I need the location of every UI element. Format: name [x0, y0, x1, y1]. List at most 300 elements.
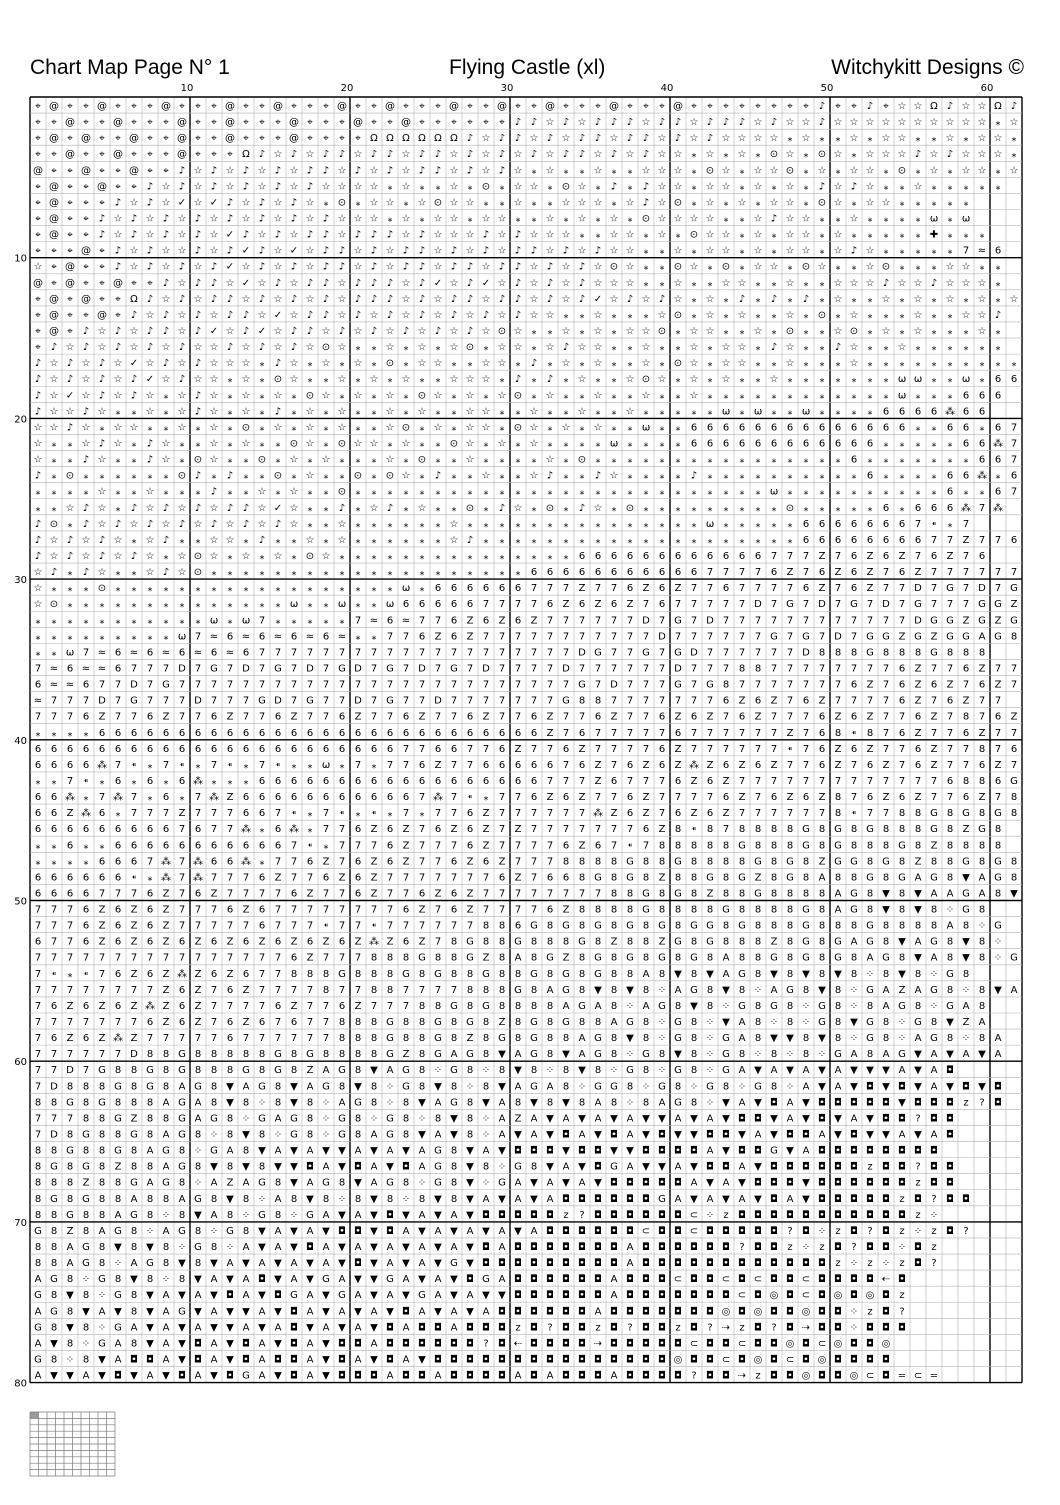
stitch-symbol: ⁎: [420, 808, 425, 819]
stitch-symbol: ⁎: [644, 230, 649, 241]
stitch-symbol: 7: [339, 921, 345, 932]
stitch-symbol: A: [883, 1049, 890, 1060]
stitch-symbol: ♪: [323, 214, 329, 225]
stitch-symbol: ⁎: [180, 615, 185, 626]
stitch-symbol: ⁌: [340, 808, 345, 819]
stitch-symbol: ⊙: [690, 230, 698, 241]
stitch-symbol: G: [626, 1017, 634, 1028]
stitch-symbol: ◘: [722, 1130, 730, 1141]
stitch-symbol: A: [403, 1322, 410, 1333]
stitch-symbol: A: [579, 1130, 586, 1141]
stitch-symbol: G: [834, 824, 842, 835]
stitch-symbol: 6: [979, 406, 985, 417]
stitch-symbol: 8: [707, 856, 713, 867]
stitch-symbol: 7: [531, 583, 537, 594]
stitch-symbol: G: [930, 1033, 938, 1044]
stitch-symbol: ♪: [115, 246, 121, 257]
stitch-symbol: 6: [147, 712, 153, 723]
stitch-symbol: ☆: [306, 422, 315, 433]
stitch-symbol: ◘: [898, 1322, 906, 1333]
stitch-symbol: ⊙: [274, 374, 282, 385]
stitch-symbol: 6: [115, 921, 121, 932]
stitch-symbol: ⁌: [84, 776, 89, 787]
stitch-symbol: 6: [51, 808, 57, 819]
stitch-symbol: ⁎: [724, 455, 729, 466]
stitch-symbol: 8: [403, 1113, 409, 1124]
stitch-symbol: ☆: [754, 181, 763, 192]
stitch-symbol: Ω: [386, 133, 394, 144]
stitch-symbol: z: [899, 1290, 904, 1301]
stitch-symbol: 8: [179, 1178, 185, 1189]
stitch-symbol: ◘: [546, 1306, 554, 1317]
stitch-symbol: ♪: [579, 294, 585, 305]
stitch-symbol: ⁎: [756, 358, 761, 369]
stitch-symbol: Z: [131, 937, 138, 948]
stitch-symbol: G: [162, 1146, 170, 1157]
stitch-symbol: ⁎: [628, 181, 633, 192]
stitch-symbol: ☆: [482, 471, 491, 482]
stitch-symbol: ⁘: [706, 1210, 714, 1221]
stitch-symbol: ⁎: [868, 406, 873, 417]
stitch-symbol: ⁎: [884, 374, 889, 385]
stitch-symbol: ⌖: [531, 101, 537, 112]
stitch-symbol: ◘: [482, 1210, 490, 1221]
stitch-symbol: ⁎: [68, 439, 73, 450]
stitch-symbol: ♪: [323, 165, 329, 176]
stitch-symbol: 7: [179, 888, 185, 899]
stitch-symbol: 7: [339, 647, 345, 658]
stitch-symbol: D: [642, 615, 650, 626]
stitch-symbol: ☆: [338, 406, 347, 417]
stitch-symbol: ⁘: [706, 1017, 714, 1028]
stitch-symbol: 7: [67, 921, 73, 932]
stitch-symbol: ⁎: [948, 326, 953, 337]
stitch-symbol: ⁎: [132, 535, 137, 546]
stitch-symbol: G: [258, 1081, 266, 1092]
stitch-symbol: 7: [515, 840, 521, 851]
stitch-symbol: ♪: [195, 390, 201, 401]
stitch-symbol: A: [883, 1001, 890, 1012]
stitch-symbol: ☆: [114, 535, 123, 546]
stitch-symbol: 7: [883, 776, 889, 787]
stitch-symbol: 8: [51, 1097, 57, 1108]
stitch-symbol: ▼: [146, 1306, 154, 1317]
stitch-symbol: Z: [835, 744, 842, 755]
stitch-symbol: 8: [691, 888, 697, 899]
stitch-symbol: ⁎: [676, 406, 681, 417]
stitch-symbol: ⁎: [388, 487, 393, 498]
stitch-symbol: ⌖: [147, 278, 153, 289]
stitch-symbol: ▼: [658, 1162, 666, 1173]
stitch-symbol: ⌖: [467, 117, 473, 128]
stitch-symbol: ⌖: [67, 133, 73, 144]
stitch-symbol: ▼: [450, 1274, 458, 1285]
stitch-symbol: ⁎: [180, 599, 185, 610]
stitch-symbol: ▼: [850, 1065, 858, 1076]
stitch-symbol: ♪: [483, 246, 489, 257]
stitch-symbol: A: [307, 1371, 314, 1382]
stitch-symbol: 6: [675, 728, 681, 739]
stitch-symbol: 8: [131, 1097, 137, 1108]
stitch-symbol: ◘: [994, 1097, 1002, 1108]
stitch-symbol: A: [67, 1258, 74, 1269]
stitch-symbol: ◘: [834, 1322, 842, 1333]
stitch-symbol: ☆: [546, 246, 555, 257]
stitch-symbol: 7: [419, 985, 425, 996]
stitch-symbol: Z: [979, 792, 986, 803]
stitch-symbol: ☆: [242, 342, 251, 353]
stitch-symbol: ♪: [451, 246, 457, 257]
stitch-symbol: ♪: [515, 310, 521, 321]
stitch-symbol: ☆: [914, 101, 923, 112]
stitch-symbol: 7: [403, 760, 409, 771]
stitch-symbol: A: [771, 985, 778, 996]
stitch-symbol: ☆: [418, 406, 427, 417]
stitch-symbol: ☆: [498, 439, 507, 450]
stitch-symbol: ⁎: [820, 503, 825, 514]
stitch-symbol: ⁎: [548, 519, 553, 530]
stitch-symbol: ⁎: [404, 551, 409, 562]
stitch-symbol: ☆: [610, 294, 619, 305]
stitch-symbol: ⁌: [932, 519, 937, 530]
stitch-symbol: 7: [83, 647, 89, 658]
stitch-symbol: A: [451, 1242, 458, 1253]
stitch-symbol: ♪: [563, 149, 569, 160]
stitch-symbol: 8: [227, 1130, 233, 1141]
stitch-symbol: 8: [259, 1162, 265, 1173]
stitch-symbol: ⁎: [292, 471, 297, 482]
stitch-symbol: 6: [179, 728, 185, 739]
stitch-symbol: ⁎: [708, 262, 713, 273]
stitch-symbol: 7: [211, 872, 217, 883]
stitch-symbol: ♪: [995, 310, 1001, 321]
stitch-symbol: 8: [467, 1065, 473, 1076]
stitch-symbol: 7: [707, 728, 713, 739]
stitch-symbol: ☆: [178, 246, 187, 257]
stitch-symbol: 8: [835, 728, 841, 739]
stitch-symbol: ▼: [594, 1130, 602, 1141]
stitch-symbol: 8: [99, 1146, 105, 1157]
stitch-symbol: ⁘: [210, 1226, 218, 1237]
stitch-symbol: ♪: [387, 230, 393, 241]
stitch-symbol: ☆: [450, 181, 459, 192]
stitch-symbol: 7: [323, 1017, 329, 1028]
stitch-symbol: G: [34, 1354, 42, 1365]
stitch-symbol: 7: [755, 567, 761, 578]
stitch-symbol: ⌖: [387, 117, 393, 128]
stitch-symbol: 6: [115, 824, 121, 835]
stitch-symbol: ☆: [434, 310, 443, 321]
stitch-symbol: ⁎: [740, 326, 745, 337]
stitch-symbol: ▼: [290, 1146, 298, 1157]
stitch-symbol: 7: [451, 712, 457, 723]
stitch-symbol: ⁎: [228, 390, 233, 401]
stitch-symbol: 8: [323, 969, 329, 980]
stitch-symbol: 8: [835, 872, 841, 883]
stitch-symbol: ⊂: [738, 1338, 746, 1349]
stitch-symbol: 8: [147, 1097, 153, 1108]
stitch-symbol: Z: [643, 583, 650, 594]
stitch-symbol: 8: [483, 985, 489, 996]
stitch-symbol: ♪: [243, 310, 249, 321]
stitch-symbol: 6: [371, 728, 377, 739]
stitch-symbol: 7: [435, 663, 441, 674]
stitch-symbol: ⁎: [932, 294, 937, 305]
stitch-symbol: 6: [931, 503, 937, 514]
stitch-symbol: 6: [547, 760, 553, 771]
stitch-symbol: A: [435, 1274, 442, 1285]
stitch-symbol: ⁎: [660, 535, 665, 546]
stitch-symbol: ▼: [290, 1226, 298, 1237]
stitch-symbol: 6: [147, 728, 153, 739]
stitch-symbol: ⁌: [468, 792, 473, 803]
stitch-symbol: ◘: [290, 1306, 298, 1317]
stitch-symbol: 6: [355, 744, 361, 755]
stitch-symbol: G: [450, 1097, 458, 1108]
stitch-symbol: ▼: [434, 1306, 442, 1317]
stitch-symbol: ☆: [610, 214, 619, 225]
stitch-symbol: ⁎: [532, 342, 537, 353]
stitch-symbol: ☆: [786, 117, 795, 128]
stitch-symbol: 6: [867, 792, 873, 803]
stitch-symbol: D: [562, 663, 570, 674]
stitch-symbol: ⁂: [209, 791, 219, 803]
stitch-symbol: 7: [115, 1017, 121, 1028]
stitch-symbol: A: [547, 1178, 554, 1189]
stitch-symbol: ☆: [290, 358, 299, 369]
stitch-symbol: ⊙: [354, 471, 362, 482]
stitch-symbol: ⁎: [596, 406, 601, 417]
stitch-symbol: ⌖: [67, 230, 73, 241]
stitch-symbol: 8: [99, 1162, 105, 1173]
stitch-symbol: ♪: [499, 149, 505, 160]
stitch-symbol: ⁘: [818, 1226, 826, 1237]
stitch-symbol: ☆: [274, 197, 283, 208]
stitch-symbol: 6: [531, 712, 537, 723]
stitch-symbol: ⌖: [467, 101, 473, 112]
stitch-symbol: ⊙: [674, 310, 682, 321]
stitch-symbol: 6: [275, 744, 281, 755]
stitch-symbol: ≈: [306, 631, 314, 642]
stitch-symbol: 6: [227, 1017, 233, 1028]
stitch-symbol: ✓: [226, 230, 234, 241]
stitch-symbol: 6: [851, 744, 857, 755]
stitch-symbol: 6: [323, 776, 329, 787]
stitch-symbol: Z: [995, 615, 1002, 626]
stitch-symbol: ♪: [771, 294, 777, 305]
stitch-symbol: 7: [227, 663, 233, 674]
stitch-symbol: ♪: [435, 149, 441, 160]
stitch-symbol: 7: [579, 663, 585, 674]
stitch-symbol: ⁎: [84, 615, 89, 626]
stitch-symbol: ⁘: [850, 1258, 858, 1269]
stitch-symbol: ☆: [370, 374, 379, 385]
stitch-symbol: ☆: [242, 197, 251, 208]
stitch-symbol: 7: [227, 808, 233, 819]
stitch-symbol: 6: [147, 888, 153, 899]
stitch-symbol: ♪: [467, 326, 473, 337]
stitch-symbol: A: [739, 1017, 746, 1028]
stitch-symbol: ◘: [754, 1146, 762, 1157]
stitch-symbol: A: [451, 1322, 458, 1333]
stitch-symbol: ♪: [339, 503, 345, 514]
stitch-symbol: 6: [67, 744, 73, 755]
stitch-symbol: 8: [867, 728, 873, 739]
stitch-symbol: 7: [147, 663, 153, 674]
stitch-symbol: ⊙: [338, 487, 346, 498]
stitch-symbol: ☆: [210, 246, 219, 257]
stitch-symbol: 7: [435, 937, 441, 948]
stitch-symbol: 6: [499, 872, 505, 883]
stitch-symbol: ♪: [611, 181, 617, 192]
stitch-symbol: ◘: [802, 1226, 810, 1237]
stitch-symbol: ☆: [898, 342, 907, 353]
stitch-symbol: A: [307, 1081, 314, 1092]
stitch-symbol: 7: [947, 663, 953, 674]
stitch-symbol: ⁘: [770, 1017, 778, 1028]
stitch-symbol: ◘: [658, 1226, 666, 1237]
stitch-symbol: 6: [195, 728, 201, 739]
stitch-symbol: ☆: [210, 310, 219, 321]
stitch-symbol: Z: [963, 615, 970, 626]
stitch-symbol: 7: [339, 680, 345, 691]
stitch-symbol: 7: [787, 680, 793, 691]
stitch-symbol: ◘: [882, 1194, 890, 1205]
stitch-symbol: ☆: [450, 165, 459, 176]
stitch-symbol: 8: [947, 808, 953, 819]
stitch-symbol: G: [306, 1210, 314, 1221]
stitch-symbol: ⁎: [996, 326, 1001, 337]
stitch-symbol: 6: [435, 824, 441, 835]
stitch-symbol: ⁎: [916, 246, 921, 257]
stitch-symbol: Z: [755, 712, 762, 723]
stitch-symbol: Z: [787, 567, 794, 578]
stitch-symbol: 7: [323, 888, 329, 899]
stitch-symbol: ω: [914, 374, 922, 385]
stitch-symbol: ⁎: [36, 487, 41, 498]
stitch-symbol: ▼: [146, 1322, 154, 1333]
stitch-symbol: ☆: [850, 310, 859, 321]
stitch-symbol: 7: [51, 712, 57, 723]
stitch-symbol: 7: [707, 696, 713, 707]
stitch-symbol: ◘: [850, 1290, 858, 1301]
stitch-symbol: Z: [707, 712, 714, 723]
stitch-symbol: ☆: [626, 406, 635, 417]
stitch-symbol: ⁎: [628, 214, 633, 225]
stitch-symbol: A: [483, 1306, 490, 1317]
stitch-symbol: ⁎: [788, 406, 793, 417]
stitch-symbol: G: [562, 1017, 570, 1028]
stitch-symbol: ⁎: [132, 776, 137, 787]
stitch-symbol: ◘: [866, 1178, 874, 1189]
page-map-legend: [30, 1412, 115, 1476]
stitch-symbol: Z: [659, 824, 666, 835]
stitch-symbol: ♪: [99, 390, 105, 401]
stitch-symbol: A: [515, 1371, 522, 1382]
stitch-symbol: 8: [835, 1001, 841, 1012]
stitch-symbol: ☆: [402, 374, 411, 385]
stitch-symbol: ⁎: [804, 278, 809, 289]
stitch-symbol: G: [594, 953, 602, 964]
stitch-symbol: 8: [611, 1049, 617, 1060]
stitch-symbol: ⁎: [980, 374, 985, 385]
stitch-symbol: Z: [99, 937, 106, 948]
stitch-symbol: G: [866, 1017, 874, 1028]
stitch-symbol: ⌖: [35, 117, 41, 128]
stitch-symbol: @: [273, 101, 283, 112]
stitch-symbol: z: [867, 1258, 872, 1269]
stitch-symbol: ☆: [338, 278, 347, 289]
stitch-symbol: 6: [595, 712, 601, 723]
stitch-symbol: ◘: [594, 1258, 602, 1269]
stitch-symbol: 7: [131, 663, 137, 674]
stitch-symbol: 7: [179, 953, 185, 964]
stitch-symbol: ⊙: [786, 326, 794, 337]
stitch-symbol: ⁂: [97, 759, 107, 771]
stitch-symbol: 6: [131, 856, 137, 867]
stitch-symbol: ?: [707, 1322, 712, 1333]
stitch-symbol: ⇢: [594, 1338, 602, 1349]
stitch-symbol: 7: [307, 872, 313, 883]
stitch-symbol: A: [227, 1146, 234, 1157]
stitch-symbol: ⁎: [244, 487, 249, 498]
stitch-symbol: ⁎: [516, 471, 521, 482]
stitch-symbol: ▼: [162, 1371, 170, 1382]
stitch-symbol: ♪: [563, 117, 569, 128]
stitch-symbol: A: [291, 1258, 298, 1269]
stitch-symbol: ☆: [786, 278, 795, 289]
stitch-symbol: 7: [755, 647, 761, 658]
stitch-symbol: 8: [355, 1033, 361, 1044]
stitch-symbol: 6: [915, 760, 921, 771]
stitch-symbol: z: [787, 1242, 792, 1253]
stitch-symbol: D: [306, 663, 314, 674]
stitch-symbol: 7: [211, 1017, 217, 1028]
stitch-symbol: ⁎: [724, 197, 729, 208]
stitch-symbol: ☆: [466, 246, 475, 257]
stitch-symbol: ⁘: [882, 1258, 890, 1269]
stitch-symbol: ◘: [818, 1290, 826, 1301]
stitch-symbol: Z: [435, 760, 442, 771]
stitch-symbol: 6: [595, 840, 601, 851]
stitch-symbol: @: [65, 117, 75, 128]
stitch-symbol: 6: [835, 535, 841, 546]
stitch-symbol: ♪: [51, 567, 57, 578]
stitch-symbol: ⁎: [580, 390, 585, 401]
stitch-symbol: 7: [787, 647, 793, 658]
stitch-symbol: 7: [771, 583, 777, 594]
stitch-symbol: G: [386, 1130, 394, 1141]
stitch-symbol: 8: [915, 808, 921, 819]
stitch-symbol: ▼: [226, 1274, 234, 1285]
stitch-symbol: G: [322, 1274, 330, 1285]
stitch-symbol: ☆: [722, 358, 731, 369]
stitch-symbol: G: [674, 1017, 682, 1028]
stitch-symbol: A: [947, 888, 954, 899]
stitch-symbol: ◘: [290, 1371, 298, 1382]
stitch-symbol: 6: [115, 937, 121, 948]
stitch-symbol: G: [898, 1001, 906, 1012]
stitch-symbol: 8: [579, 921, 585, 932]
stitch-symbol: ⁎: [836, 390, 841, 401]
stitch-symbol: ⁎: [980, 342, 985, 353]
stitch-symbol: ⁎: [404, 197, 409, 208]
stitch-symbol: ⁎: [228, 374, 233, 385]
stitch-symbol: ♪: [131, 551, 137, 562]
stitch-symbol: ☆: [274, 149, 283, 160]
stitch-symbol: ⁘: [738, 1081, 746, 1092]
stitch-symbol: ⁎: [148, 599, 153, 610]
